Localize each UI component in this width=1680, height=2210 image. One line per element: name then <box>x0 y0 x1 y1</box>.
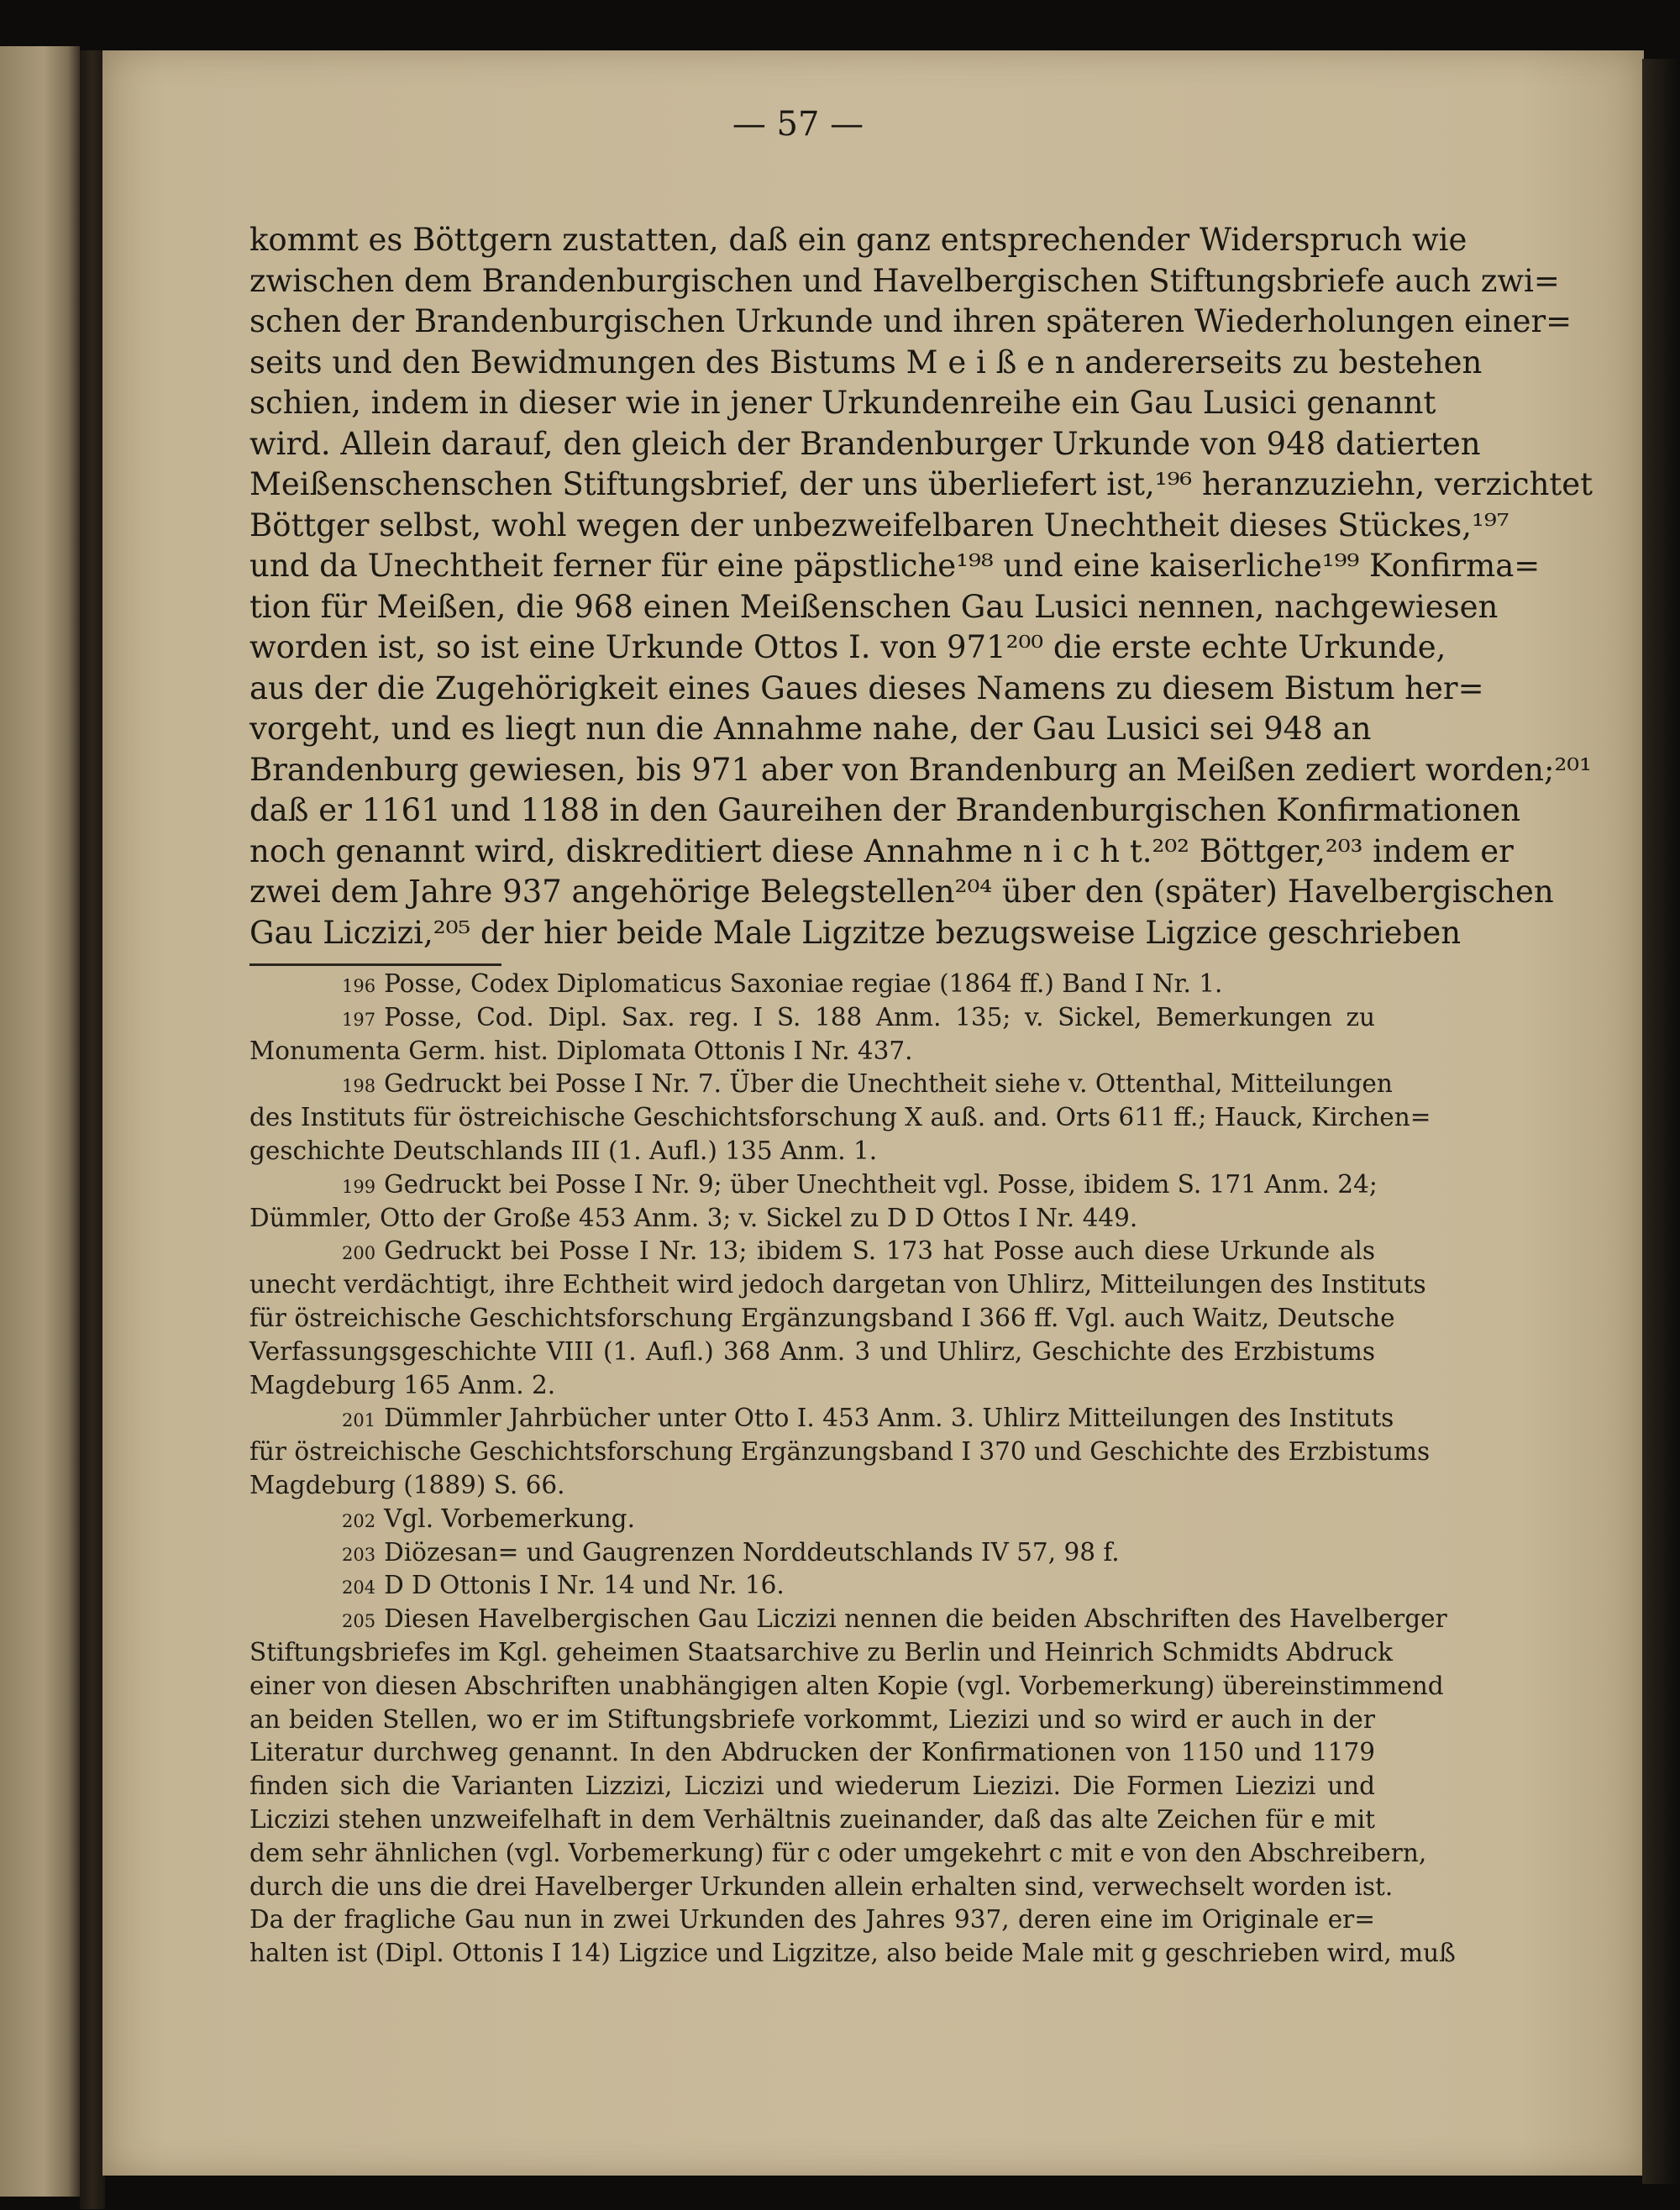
footnote-203 <box>249 1536 1375 1570</box>
page-right-edge-shadow <box>1642 59 1680 2184</box>
text-line: schien, indem in dieser wie in jener Urkundenreihe ein Gau Lusici genannt <box>249 385 1436 421</box>
footnote-text: Diesen Havelbergischen Gau Liczizi nennen die beiden Abschriften des Havelberger <box>384 1604 1447 1634</box>
footnote-201 <box>249 1402 1394 1436</box>
footnote-line: unecht verdächtigt, ihre Echtheit wird jedoch dargetan von Uhlirz, Mitteilungen des Instituts <box>249 1270 1426 1299</box>
footnote-line: Verfassungsgeschichte VIII (1. Aufl.) 368 Anm. 3 und Uhlirz, Geschichte des Erzbistums <box>249 1336 1375 1366</box>
footnote-text: Vgl. Vorbemerkung. <box>384 1504 635 1533</box>
footnote-number: 197 <box>342 1009 376 1030</box>
text-line: aus der die Zugehörigkeit eines Gaues dieses Namens zu diesem Bistum her= <box>249 669 1484 706</box>
page-bottom-margin <box>249 1991 1375 2142</box>
text-line: seits und den Bewidmungen des Bistums M e i ß e n andererseits zu bestehen <box>249 344 1483 381</box>
footnote-number: 200 <box>342 1243 376 1264</box>
footnote-line: Magdeburg 165 Anm. 2. <box>249 1370 556 1399</box>
text-line: Böttger selbst, wohl wegen der unbezweifelbaren Unechtheit dieses Stückes,¹⁹⁷ <box>249 507 1509 543</box>
main-text <box>249 220 1593 953</box>
footnote-line: des Instituts für östreichische Geschichtsforschung X auß. and. Orts 611 ff.; Hauck, Kirchen= <box>249 1103 1431 1132</box>
footnote-200 <box>249 1235 1375 1268</box>
footnote-number: 202 <box>342 1510 376 1531</box>
footnote-line: Da der fragliche Gau nun in zwei Urkunden des Jahres 937, deren eine im Originale er= <box>249 1905 1375 1934</box>
footnote-number: 201 <box>342 1410 376 1431</box>
footnote-line: an beiden Stellen, wo er im Stiftungsbriefe vorkommt, Liezizi und so wird er auch in der <box>249 1704 1375 1734</box>
footnote-198 <box>249 1068 1393 1101</box>
footnote-202 <box>249 1503 1375 1536</box>
text-line: vorgeht, und es liegt nun die Annahme nahe, der Gau Lusici sei 948 an <box>249 711 1372 747</box>
text-line: zwischen dem Brandenburgischen und Havelbergischen Stiftungsbriefe auch zwi= <box>249 262 1560 299</box>
footnote-text: Diözesan= und Gaugrenzen Norddeutschlands IV 57, 98 f. <box>384 1537 1120 1567</box>
footnote-line: Monumenta Germ. hist. Diplomata Ottonis I Nr. 437. <box>249 1036 913 1065</box>
footnote-line: Stiftungsbriefes im Kgl. geheimen Staatsarchive zu Berlin und Heinrich Schmidts Abdruck <box>249 1637 1394 1667</box>
footnote-number: 205 <box>342 1611 376 1632</box>
footnote-line: dem sehr ähnlichen (vgl. Vorbemerkung) für c oder umgekehrt c mit e von den Abschreibern, <box>249 1838 1427 1867</box>
text-line: schen der Brandenburgischen Urkunde und ihren späteren Wiederholungen einer= <box>249 303 1572 339</box>
footnote-number: 204 <box>342 1577 376 1598</box>
text-line: worden ist, so ist eine Urkunde Ottos I. von 971²⁰⁰ die erste echte Urkunde, <box>249 629 1446 665</box>
footnote-line: Liczizi stehen unzweifelhaft in dem Verhältnis zueinander, daß das alte Zeichen für e mit <box>249 1804 1375 1834</box>
footnote-196 <box>249 968 1375 1001</box>
footnote-line: durch die uns die drei Havelberger Urkunden allein erhalten sind, verwechselt worden ist. <box>249 1871 1394 1901</box>
footnotes <box>249 968 1456 1971</box>
text-line: zwei dem Jahre 937 angehörige Belegstellen²⁰⁴ über den (später) Havelbergischen <box>249 874 1554 910</box>
footnote-number: 198 <box>342 1076 376 1097</box>
text-line: wird. Allein darauf, den gleich der Brandenburger Urkunde von 948 datierten <box>249 425 1481 462</box>
footnote-line: Dümmler, Otto der Große 453 Anm. 3; v. Sickel zu D D Ottos I Nr. 449. <box>249 1203 1138 1232</box>
text-line: noch genannt wird, diskreditiert diese Annahme n i c h t.²⁰² Böttger,²⁰³ indem er <box>249 832 1514 869</box>
text-line: Brandenburg gewiesen, bis 971 aber von Brandenburg an Meißen zediert worden;²⁰¹ <box>249 751 1592 788</box>
footnote-number: 199 <box>342 1176 376 1197</box>
footnote-text: Gedruckt bei Posse I Nr. 7. Über die Unechtheit siehe v. Ottenthal, Mitteilungen <box>384 1069 1393 1099</box>
text-line: kommt es Böttgern zustatten, daß ein ganz entsprechender Widerspruch wie <box>249 222 1467 258</box>
footnote-text: Gedruckt bei Posse I Nr. 9; über Unechtheit vgl. Posse, ibidem S. 171 Anm. 24; <box>384 1169 1378 1199</box>
text-line: daß er 1161 und 1188 in den Gaureihen der Brandenburgischen Konfirmationen <box>249 792 1521 828</box>
footnote-line: geschichte Deutschlands III (1. Aufl.) 135 Anm. 1. <box>249 1136 878 1165</box>
book-spine-shadow <box>80 50 105 2209</box>
footnote-text: Dümmler Jahrbücher unter Otto I. 453 Anm. 3. Uhlirz Mitteilungen des Instituts <box>384 1404 1394 1433</box>
footnote-199 <box>249 1168 1378 1202</box>
footnote-line: halten ist (Dipl. Ottonis I 14) Ligzice und Ligzitze, also beide Male mit g geschrieben wird, muß <box>249 1939 1456 1968</box>
footnote-line: finden sich die Varianten Lizzizi, Liczizi und wiederum Liezizi. Die Formen Liezizi und <box>249 1772 1375 1801</box>
footnote-line: Literatur durchweg genannt. In den Abdrucken der Konfirmationen von 1150 und 1179 <box>249 1738 1375 1767</box>
footnote-number: 196 <box>342 976 376 996</box>
left-page-edge <box>0 46 80 2197</box>
text-line: und da Unechtheit ferner für eine päpstliche¹⁹⁸ und eine kaiserliche¹⁹⁹ Konfirma= <box>249 548 1541 584</box>
footnote-205 <box>249 1603 1447 1636</box>
footnote-text: Gedruckt bei Posse I Nr. 13; ibidem S. 173 hat Posse auch diese Urkunde als <box>384 1236 1375 1266</box>
page-number: — 57 — <box>732 105 864 144</box>
footnote-text: Posse, Cod. Dipl. Sax. reg. I S. 188 Anm. 135; v. Sickel, Bemerkungen zu <box>384 1002 1375 1032</box>
footnote-text: D D Ottonis I Nr. 14 und Nr. 16. <box>384 1571 785 1600</box>
footnote-line: für östreichische Geschichtsforschung Ergänzungsband I 370 und Geschichte des Erzbistums <box>249 1437 1431 1467</box>
footnote-number: 203 <box>342 1544 376 1565</box>
footnote-separator-rule <box>249 963 501 966</box>
footnote-line: für östreichische Geschichtsforschung Ergänzungsband I 366 ff. Vgl. auch Waitz, Deutsche <box>249 1303 1395 1332</box>
footnote-204 <box>249 1569 1375 1603</box>
footnote-line: Magdeburg (1889) S. 66. <box>249 1470 565 1499</box>
footnote-text: Posse, Codex Diplomaticus Saxoniae regiae (1864 ff.) Band I Nr. 1. <box>384 969 1223 998</box>
footnote-197 <box>249 1001 1375 1035</box>
text-line: Gau Liczizi,²⁰⁵ der hier beide Male Ligzitze bezugsweise Ligzice geschrieben <box>249 914 1462 951</box>
text-line: Meißenschenschen Stiftungsbrief, der uns überliefert ist,¹⁹⁶ heranzuziehn, verzichtet <box>249 466 1593 502</box>
footnote-line: einer von diesen Abschriften unabhängigen alten Kopie (vgl. Vorbemerkung) übereinstimmend <box>249 1671 1444 1700</box>
text-line: tion für Meißen, die 968 einen Meißenschen Gau Lusici nennen, nachgewiesen <box>249 588 1499 625</box>
